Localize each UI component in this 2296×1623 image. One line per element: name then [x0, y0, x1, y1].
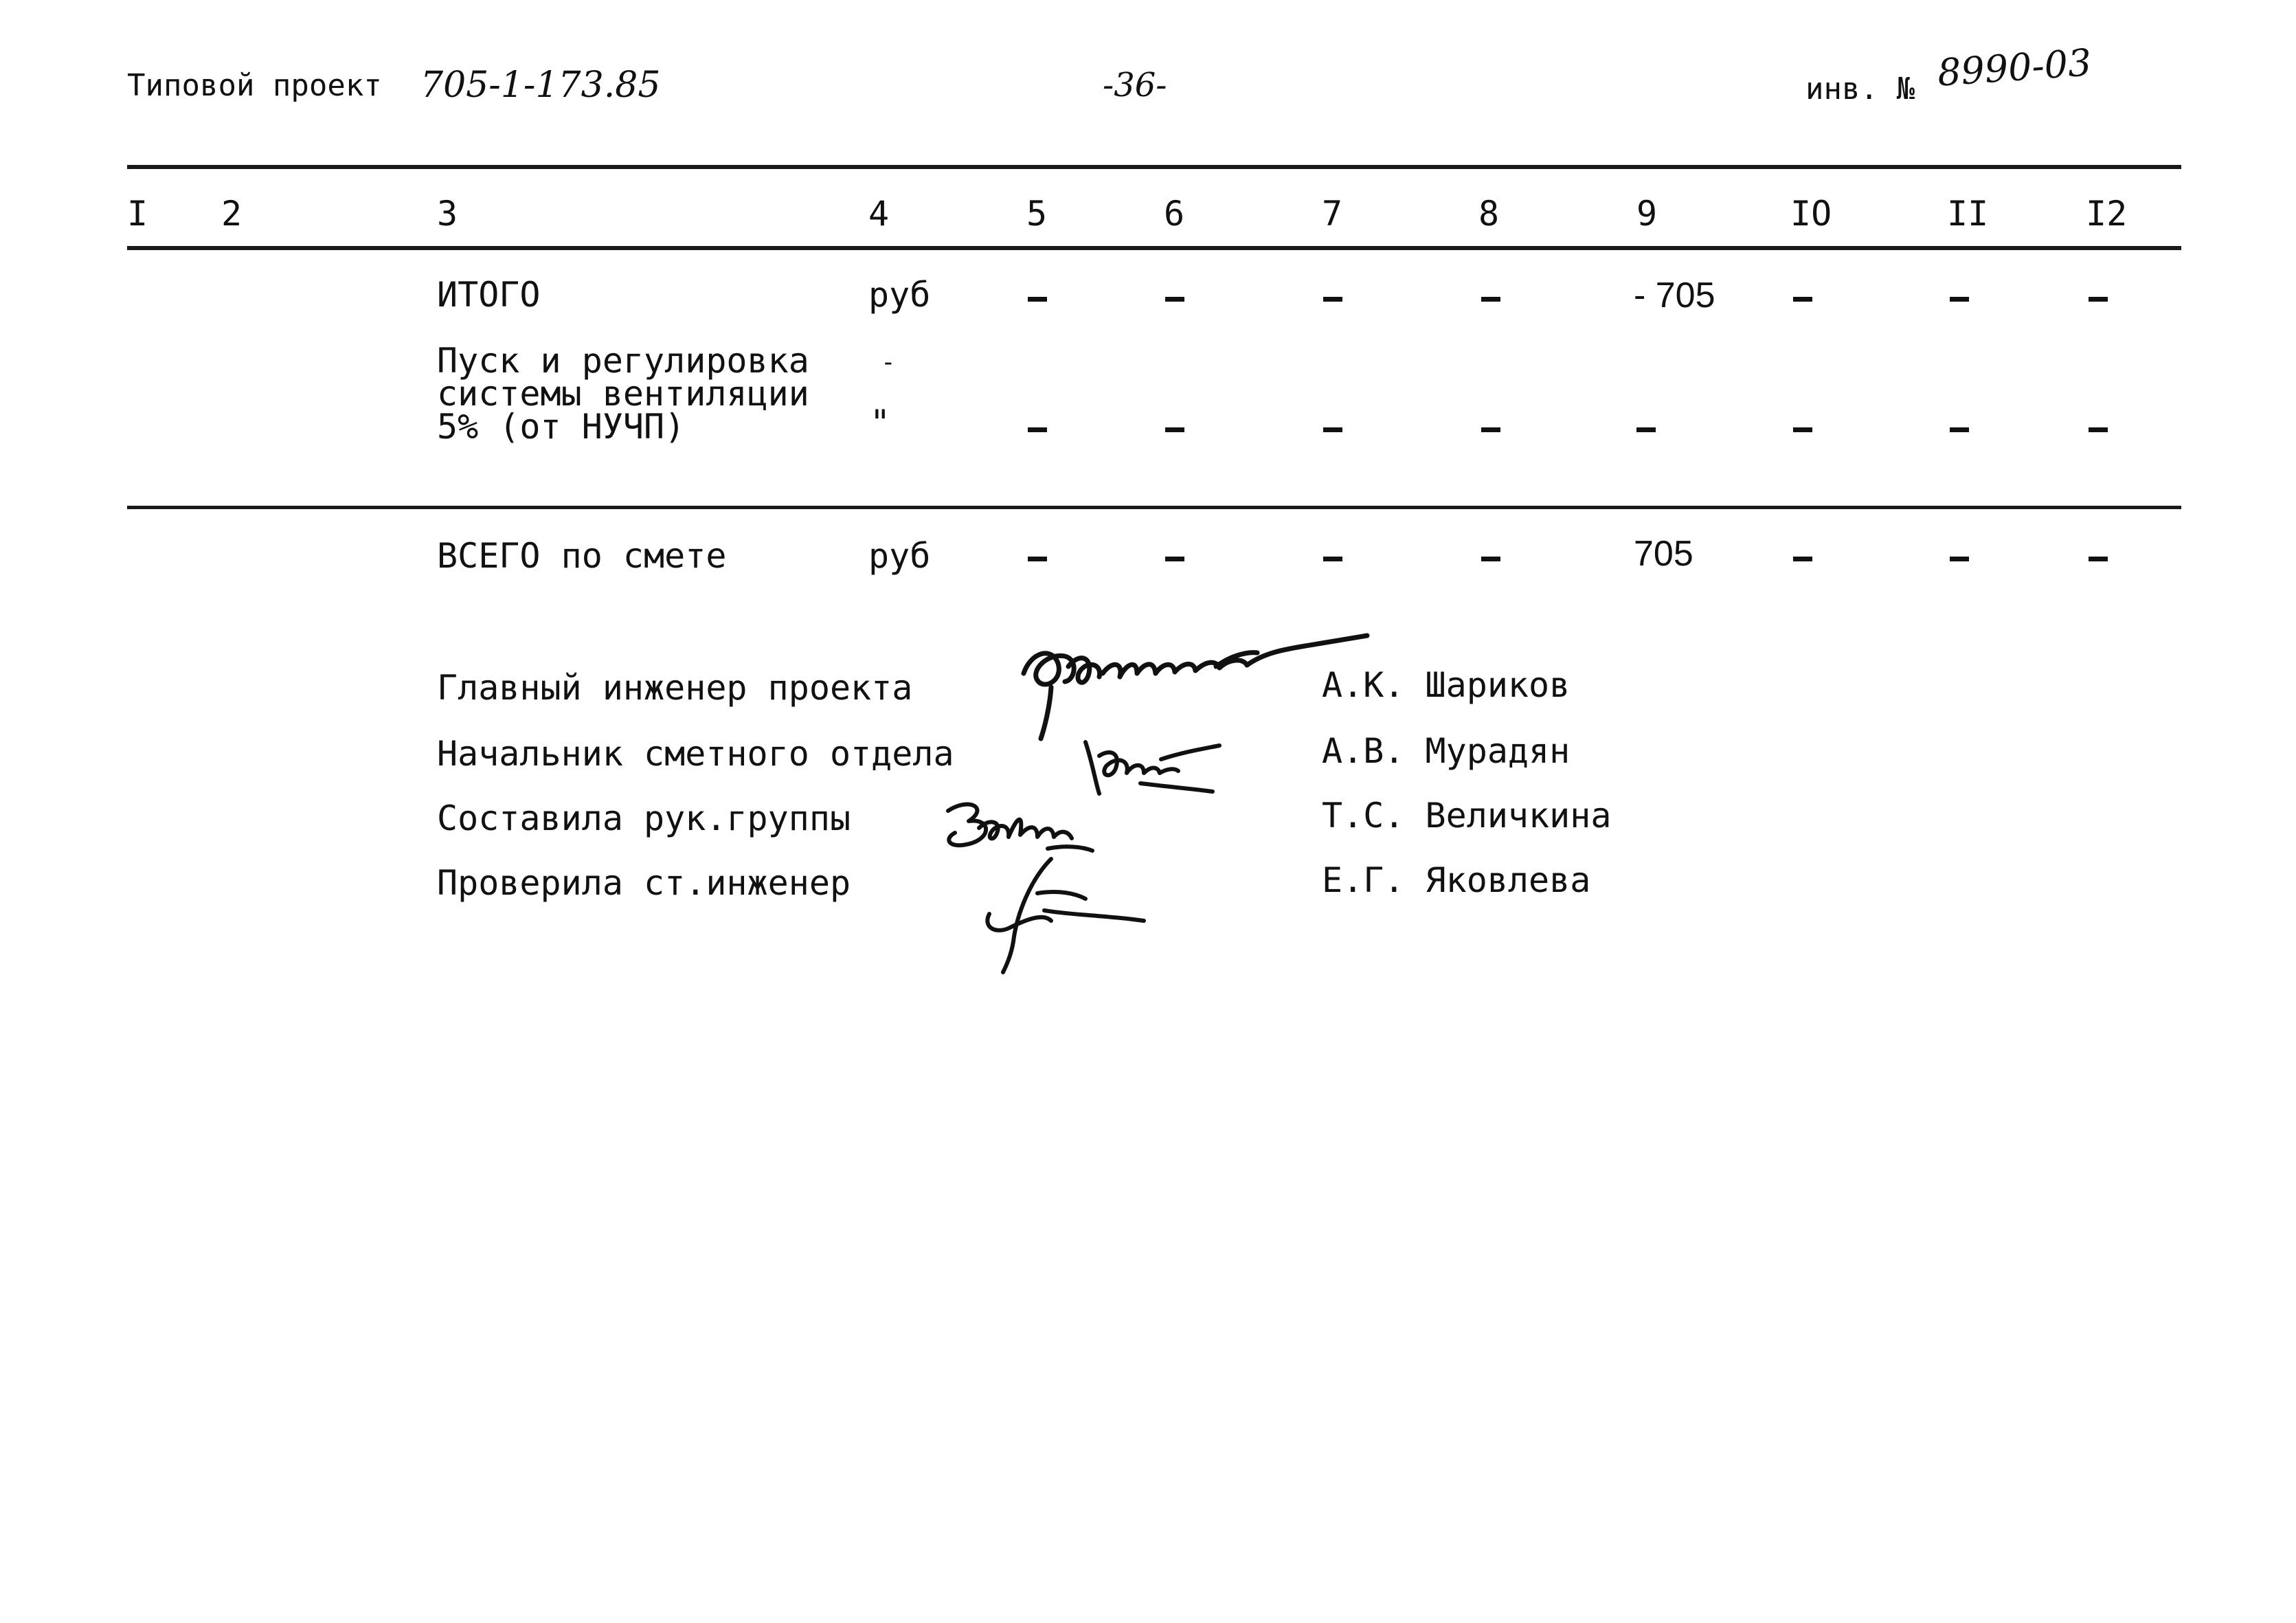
empty-cell-dash: [1323, 297, 1342, 302]
empty-cell-dash: [1950, 557, 1969, 561]
column-header: 6: [1164, 194, 1185, 234]
column-header: II: [1947, 194, 1989, 234]
signer-role: Главный инженер проекта: [437, 668, 913, 708]
row-name: ВСЕГО по смете: [437, 536, 727, 576]
table-header-rule: [127, 246, 2181, 250]
signer-name: Е.Г. Яковлева: [1322, 860, 1591, 900]
empty-cell-dash: [1028, 557, 1047, 561]
column-header: I2: [2086, 194, 2128, 234]
row-name: ИТОГО: [437, 275, 541, 315]
empty-cell-dash: [1950, 427, 1969, 432]
empty-cell-dash: [1793, 297, 1812, 302]
row-name-line: системы вентиляции: [437, 374, 809, 414]
empty-cell-dash: [1950, 297, 1969, 302]
row-unit: руб: [868, 275, 931, 315]
cell-value: - 705: [1634, 276, 1715, 315]
inv-label: инв. №: [1805, 71, 1915, 107]
empty-cell-dash: [1028, 297, 1047, 302]
empty-cell-dash: [1165, 557, 1184, 561]
column-header: IO: [1790, 194, 1832, 234]
signer-name: А.В. Мурадян: [1322, 731, 1571, 771]
empty-cell-dash: [1481, 297, 1500, 302]
table-top-rule: [127, 165, 2181, 169]
signer-role: Начальник сметного отдела: [437, 734, 954, 774]
column-header: 8: [1478, 194, 1500, 234]
column-header: 5: [1026, 194, 1048, 234]
unit-mark: -: [881, 348, 896, 377]
inv-number: 8990-03: [1936, 41, 2093, 95]
empty-cell-dash: [1323, 557, 1342, 561]
empty-cell-dash: [1165, 297, 1184, 302]
signature-senior-engineer: [948, 852, 1154, 976]
empty-cell-dash: [2089, 427, 2108, 432]
page-number: -36-: [1103, 66, 1167, 104]
empty-cell-dash: [1165, 427, 1184, 432]
empty-cell-dash: [1481, 427, 1500, 432]
signer-role: Проверила ст.инженер: [437, 863, 851, 903]
column-header: 2: [221, 194, 243, 234]
row-unit: руб: [868, 536, 931, 576]
empty-cell-dash: [2089, 557, 2108, 561]
project-label: Типовой проект: [127, 68, 382, 103]
row-name-line: Пуск и регулировка: [437, 341, 809, 381]
signature-chief-engineer: [1010, 625, 1422, 742]
empty-cell-dash: [1028, 427, 1047, 432]
empty-cell-dash: [1793, 427, 1812, 432]
signer-name: Т.С. Величкина: [1322, 796, 1612, 836]
column-header: 3: [437, 194, 458, 234]
empty-cell-dash: [1636, 427, 1656, 432]
column-header: 4: [868, 194, 890, 234]
row-name-line: 5% (от НУЧП): [437, 407, 686, 447]
signer-role: Составила рук.группы: [437, 798, 851, 838]
project-number: 705-1-173.85: [420, 65, 661, 106]
column-header: 7: [1322, 194, 1343, 234]
empty-cell-dash: [1793, 557, 1812, 561]
empty-cell-dash: [1323, 427, 1342, 432]
grand-total-value: 705: [1634, 534, 1693, 574]
column-header: I: [127, 194, 148, 234]
row-unit: ": [870, 403, 891, 443]
empty-cell-dash: [2089, 297, 2108, 302]
column-header: 9: [1636, 194, 1658, 234]
total-separator-rule: [127, 506, 2181, 509]
signer-name: А.К. Шариков: [1322, 665, 1571, 705]
empty-cell-dash: [1481, 557, 1500, 561]
